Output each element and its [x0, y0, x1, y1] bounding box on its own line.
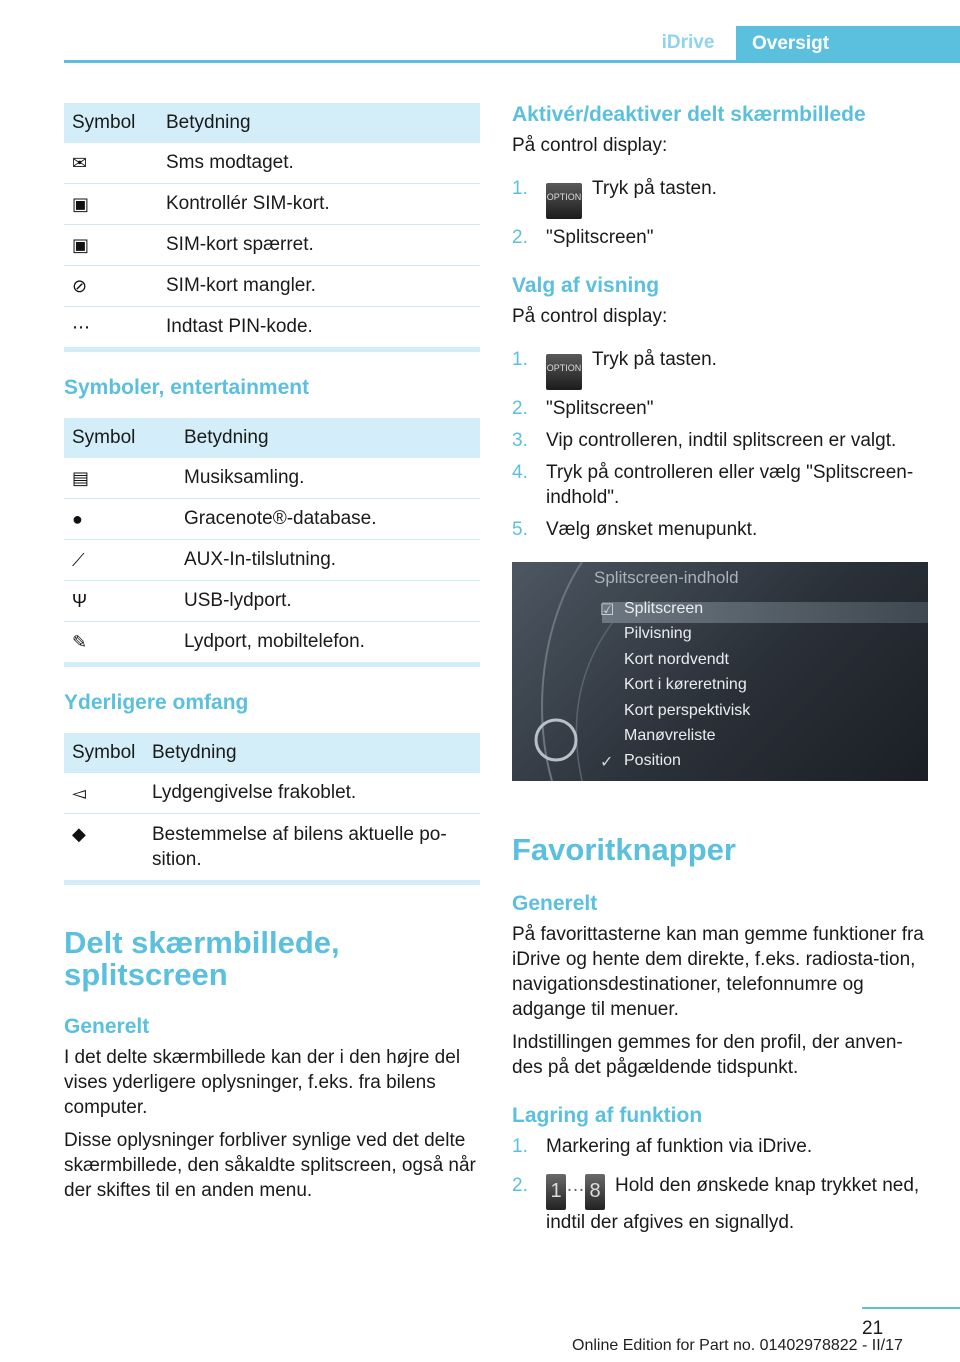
usb-icon: Ψ: [64, 581, 176, 622]
sim-locked-icon: ▣: [64, 225, 158, 266]
edition-note: Online Edition for Part no. 01402978822 - II/17: [572, 1337, 903, 1354]
footer-rule: [862, 1307, 960, 1309]
general-heading: Generelt: [64, 1015, 150, 1038]
list-item: 1. OPTION Tryk på tasten.: [512, 347, 928, 390]
sim-check-icon: ▣: [64, 184, 158, 225]
heading-more: Yderligere omfang: [64, 691, 249, 714]
split-title-line1: Delt skærmbillede,: [64, 925, 340, 960]
gracenote-icon: ●: [64, 499, 176, 540]
view-steps: [512, 347, 928, 542]
save-heading: Lagring af funktion: [512, 1104, 703, 1127]
table-row: [64, 458, 480, 499]
table-row: [64, 581, 480, 622]
sim-missing-icon: ⊘: [64, 266, 158, 307]
menu-item: Position: [624, 752, 681, 769]
check-icon: ✓: [600, 754, 614, 771]
symbol-table-entertainment: [64, 418, 480, 662]
checkbox-icon: ☑: [600, 602, 615, 619]
option-button-icon: OPTION: [546, 183, 582, 219]
col-meaning: Betydning: [158, 103, 480, 143]
table-row: [64, 225, 480, 266]
row-text: Kontrollér SIM-kort.: [158, 184, 480, 225]
audio-off-icon: ◅: [64, 773, 144, 814]
table-row: [64, 814, 480, 881]
header-section: iDrive: [661, 32, 715, 53]
menu-item: Kort i køreretning: [624, 676, 747, 693]
fav-general-heading: Generelt: [512, 892, 598, 915]
favorite-button-8-icon: 8: [585, 1174, 605, 1210]
row-text: Lydgengivelse frakoblet.: [144, 773, 480, 814]
screen-title: Splitscreen-indhold: [594, 568, 739, 587]
row-text: USB-lydport.: [176, 581, 480, 622]
position-icon: ◆: [72, 824, 86, 844]
header-tab: Oversigt: [736, 26, 960, 61]
row-text: Lydport, mobiltelefon.: [184, 631, 365, 652]
table-row: [64, 773, 480, 814]
menu-item: Kort nordvendt: [624, 651, 729, 668]
table-row: [64, 184, 480, 225]
heading-entertainment: Symboler, entertainment: [64, 376, 310, 399]
row-text: Gracenote®-database.: [176, 499, 480, 540]
list-item: 4. Tryk på controlleren eller vælg "Splitscreen-indhold".: [512, 462, 914, 508]
table-row: [64, 266, 480, 307]
table-end-bar: [64, 662, 480, 667]
activate-heading: Aktivér/deaktiver delt skærmbillede: [512, 103, 866, 126]
envelope-icon: ✉: [64, 143, 158, 184]
list-item: 3. Vip controlleren, indtil splitscreen er valgt.: [512, 430, 897, 451]
controller-arc: [512, 562, 928, 781]
menu-item: Manøvreliste: [624, 727, 716, 744]
mobile-audio-icon: ✎: [72, 631, 88, 652]
menu-item: Kort perspektivisk: [624, 702, 751, 719]
view-intro: På control display:: [512, 306, 668, 327]
header-rule: [64, 60, 960, 63]
menu-item: Splitscreen: [624, 600, 704, 617]
pin-entry-icon: ⋯: [72, 316, 90, 337]
col-meaning: Betydning: [176, 418, 480, 458]
left-column: [64, 103, 480, 1203]
col-symbol: Symbol: [64, 733, 144, 773]
fav-paragraph-1: På favorittasterne kan man gemme funktioner fra iDrive og hente dem direkte, f.eks. radiosta-tion, navigationsdestinationer, telefonnumre og adgange til menuer.: [512, 924, 924, 1020]
list-item: 1. Markering af funktion via iDrive.: [512, 1136, 813, 1157]
row-text: Musiksamling.: [176, 458, 480, 499]
table-end-bar: [64, 347, 480, 352]
split-title-line2: splitscreen: [64, 957, 228, 992]
splitscreen-menu-screenshot: [512, 562, 928, 781]
list-item: 5. Vælg ønsket menupunkt.: [512, 519, 758, 540]
favorites-section: [512, 834, 928, 1235]
table-row: [64, 622, 480, 663]
list-item: 2. "Splitscreen": [512, 227, 654, 248]
row-text: SIM-kort spærret.: [158, 225, 480, 266]
page-number: 21: [862, 1318, 884, 1339]
activate-steps: [512, 176, 928, 250]
symbol-table-more: [64, 733, 480, 880]
row-text: SIM-kort mangler.: [158, 266, 480, 307]
aux-in-icon: ⟋: [64, 540, 176, 581]
list-item: 2. 1 … 8 Hold den ønskede knap trykket ned, indtil der afgives en signallyd.: [512, 1175, 920, 1233]
view-heading: Valg af visning: [512, 274, 660, 297]
col-symbol: Symbol: [64, 418, 176, 458]
option-button-icon: OPTION: [546, 354, 582, 390]
table-row: [64, 143, 480, 184]
table-row: [64, 499, 480, 540]
activate-intro: På control display:: [512, 135, 668, 156]
row-text: Indtast PIN-kode.: [166, 316, 313, 337]
general-paragraph-1: I det delte skærmbillede kan der i den højre del vises yderligere oplysninger, f.eks. fra bilens computer.: [64, 1047, 461, 1118]
menu-item: Pilvisning: [624, 625, 692, 642]
col-symbol: Symbol: [64, 103, 158, 143]
table-row: [64, 307, 480, 348]
right-column: [512, 103, 928, 542]
symbol-table-messages: [64, 103, 480, 347]
row-text: Bestemmelse af bilens aktuelle po-sition.: [152, 824, 447, 870]
col-meaning: Betydning: [144, 733, 480, 773]
row-text: Sms modtaget.: [158, 143, 480, 184]
favorite-button-1-icon: 1: [546, 1174, 566, 1210]
list-item: 1. OPTION Tryk på tasten.: [512, 176, 928, 219]
fav-paragraph-2: Indstillingen gemmes for den profil, der anven-des på det pågældende tidspunkt.: [512, 1032, 903, 1078]
list-item: 2. "Splitscreen": [512, 398, 654, 419]
save-steps: [512, 1134, 928, 1235]
music-collection-icon: ▤: [64, 458, 176, 499]
table-end-bar: [64, 880, 480, 885]
general-paragraph-2: Disse oplysninger forbliver synlige ved det delte skærmbillede, den såkaldte splitscreen, også når der skiftes til en anden menu.: [64, 1130, 476, 1201]
row-text: AUX-In-tilslutning.: [176, 540, 480, 581]
table-row: [64, 540, 480, 581]
favorites-title: Favoritknapper: [512, 832, 736, 867]
